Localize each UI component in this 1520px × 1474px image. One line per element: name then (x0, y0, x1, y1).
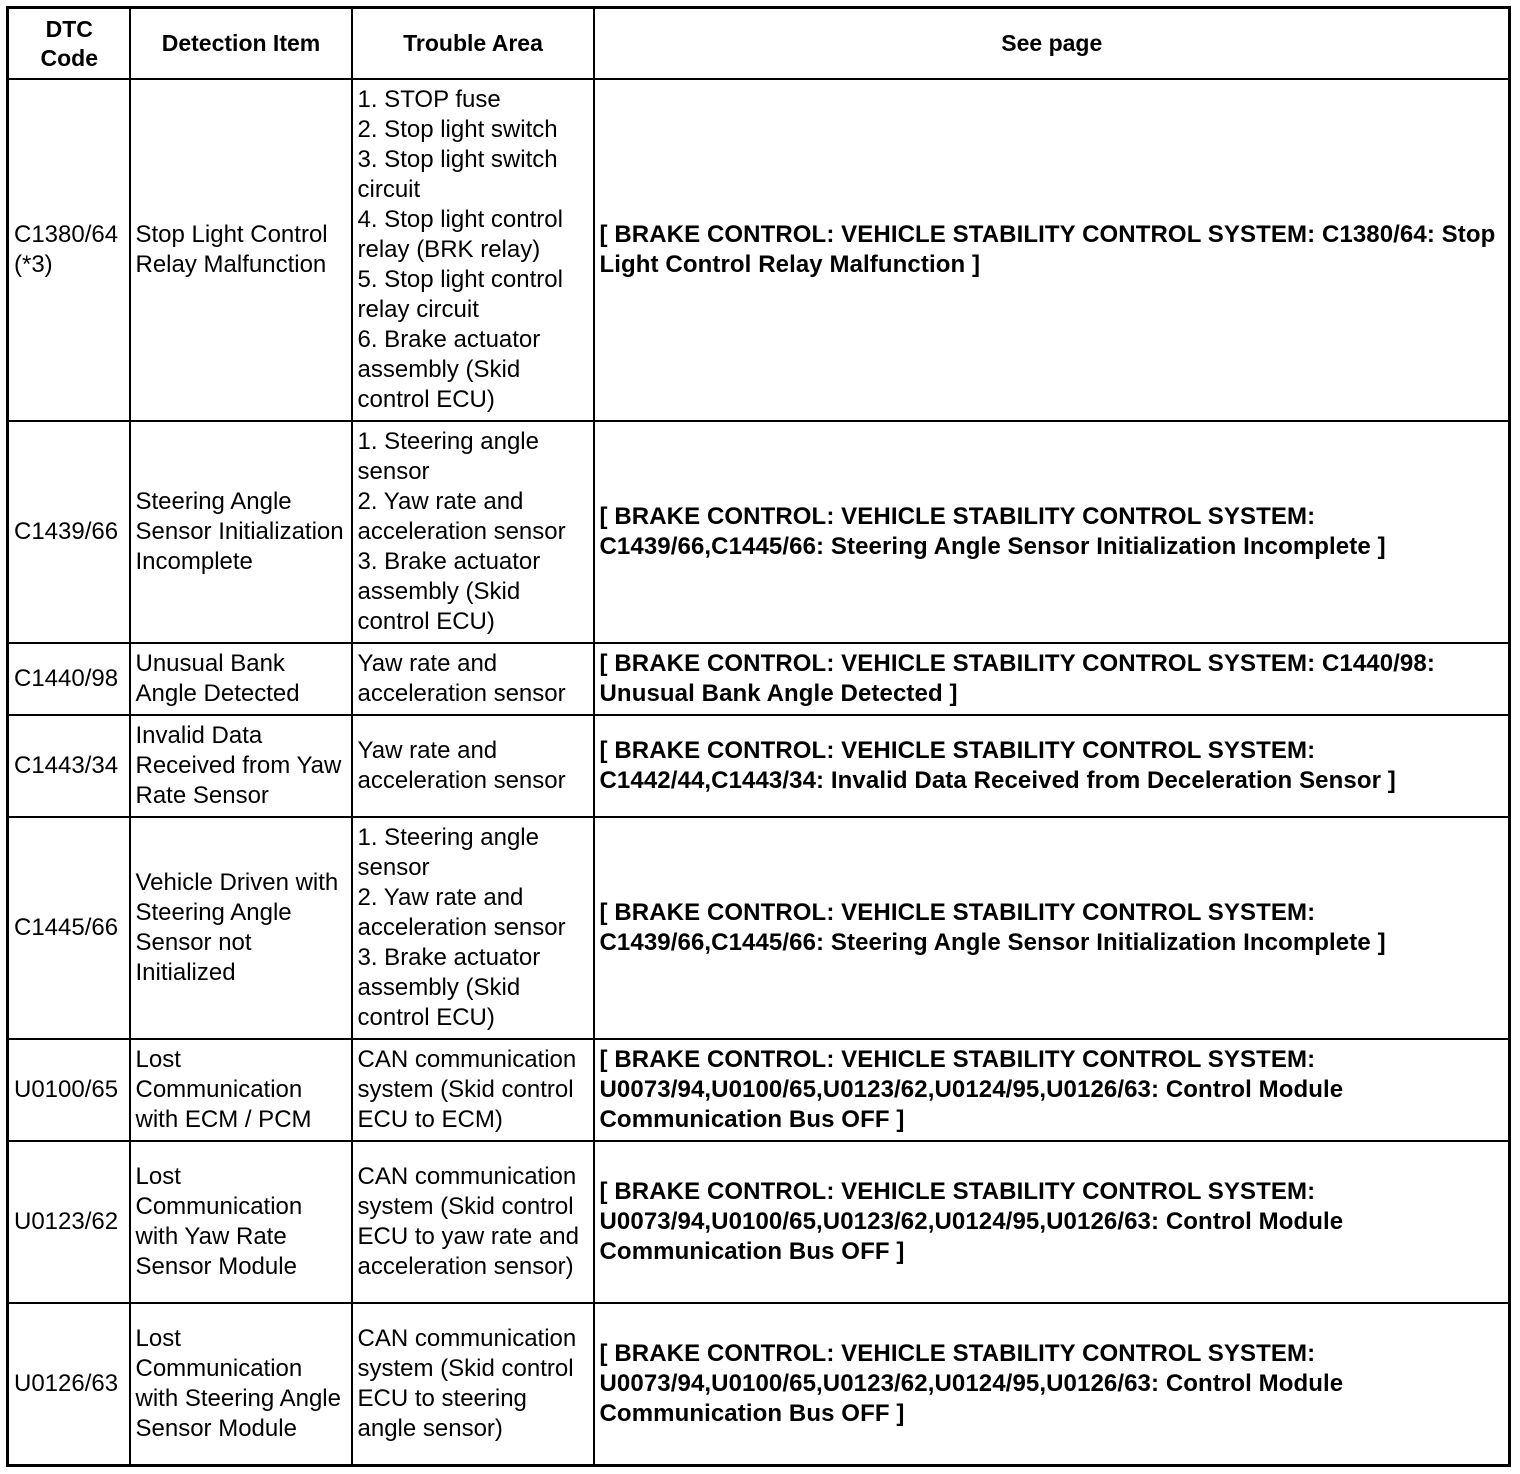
see-page-link[interactable]: [ BRAKE CONTROL: VEHICLE STABILITY CONTROL SYSTEM: C1439/66,C1445/66: Steering Angle Sensor Initialization Incomplete ] (594, 817, 1510, 1039)
see-page-link[interactable]: [ BRAKE CONTROL: VEHICLE STABILITY CONTROL SYSTEM: C1439/66,C1445/66: Steering Angle Sensor Initialization Incomplete ] (594, 421, 1510, 643)
dtc-code-cell: U0126/63 (8, 1303, 130, 1466)
detection-item-cell: Steering Angle Sensor Initialization Incomplete (130, 421, 352, 643)
trouble-area-cell (352, 421, 594, 643)
trouble-area-line: 1. Steering angle sensor (357, 428, 539, 485)
trouble-area-line: 3. Stop light switch circuit (357, 146, 558, 203)
dtc-table-container (6, 6, 1511, 1467)
trouble-area-line: Yaw rate and acceleration sensor (357, 650, 566, 707)
detection-item-cell: Invalid Data Received from Yaw Rate Sensor (130, 715, 352, 817)
dtc-code-cell: C1440/98 (8, 643, 130, 715)
header-trouble-area: Trouble Area (352, 8, 594, 80)
table-row (8, 421, 1510, 643)
table-row (8, 817, 1510, 1039)
trouble-area-line: 5. Stop light control relay circuit (357, 266, 563, 323)
table-row (8, 1141, 1510, 1303)
trouble-area-cell (352, 1039, 594, 1141)
table-row (8, 715, 1510, 817)
trouble-area-cell (352, 79, 594, 421)
trouble-area-line: 2. Stop light switch (357, 116, 558, 143)
detection-item-cell: Lost Communication with ECM / PCM (130, 1039, 352, 1141)
table-row (8, 643, 1510, 715)
detection-item-cell: Lost Communication with Yaw Rate Sensor Module (130, 1141, 352, 1303)
trouble-area-line: 1. STOP fuse (357, 86, 501, 113)
header-row (8, 8, 1510, 80)
header-see-page: See page (594, 8, 1510, 80)
see-page-link[interactable]: [ BRAKE CONTROL: VEHICLE STABILITY CONTROL SYSTEM: U0073/94,U0100/65,U0123/62,U0124/95,U0126/63: Control Module Communication Bus OFF ] (594, 1303, 1510, 1466)
trouble-area-line: Yaw rate and acceleration sensor (357, 737, 566, 794)
trouble-area-line: 3. Brake actuator assembly (Skid control ECU) (357, 944, 541, 1031)
trouble-area-cell (352, 1303, 594, 1466)
trouble-area-line: CAN communication system (Skid control ECU to yaw rate and acceleration sensor) (357, 1163, 579, 1280)
trouble-area-cell (352, 643, 594, 715)
detection-item-cell: Stop Light Control Relay Malfunction (130, 79, 352, 421)
dtc-table (6, 6, 1511, 1467)
trouble-area-line: 6. Brake actuator assembly (Skid control ECU) (357, 326, 541, 413)
dtc-code-cell: C1445/66 (8, 817, 130, 1039)
trouble-area-line: 2. Yaw rate and acceleration sensor (357, 488, 566, 545)
see-page-link[interactable]: [ BRAKE CONTROL: VEHICLE STABILITY CONTROL SYSTEM: U0073/94,U0100/65,U0123/62,U0124/95,U0126/63: Control Module Communication Bus OFF ] (594, 1039, 1510, 1141)
see-page-link[interactable]: [ BRAKE CONTROL: VEHICLE STABILITY CONTROL SYSTEM: C1440/98: Unusual Bank Angle Detected ] (594, 643, 1510, 715)
see-page-link[interactable]: [ BRAKE CONTROL: VEHICLE STABILITY CONTROL SYSTEM: C1442/44,C1443/34: Invalid Data Received from Deceleration Sensor ] (594, 715, 1510, 817)
header-dtc-code: DTC Code (8, 8, 130, 80)
header-detection-item: Detection Item (130, 8, 352, 80)
detection-item-cell: Vehicle Driven with Steering Angle Sensor not Initialized (130, 817, 352, 1039)
dtc-code-cell: C1443/34 (8, 715, 130, 817)
detection-item-cell: Lost Communication with Steering Angle Sensor Module (130, 1303, 352, 1466)
see-page-link[interactable]: [ BRAKE CONTROL: VEHICLE STABILITY CONTROL SYSTEM: U0073/94,U0100/65,U0123/62,U0124/95,U0126/63: Control Module Communication Bus OFF ] (594, 1141, 1510, 1303)
dtc-code-cell: C1439/66 (8, 421, 130, 643)
table-row (8, 1303, 1510, 1466)
trouble-area-cell (352, 1141, 594, 1303)
detection-item-cell: Unusual Bank Angle Detected (130, 643, 352, 715)
trouble-area-cell (352, 715, 594, 817)
dtc-code-cell: U0100/65 (8, 1039, 130, 1141)
dtc-code-cell: U0123/62 (8, 1141, 130, 1303)
trouble-area-line: CAN communication system (Skid control ECU to steering angle sensor) (357, 1325, 577, 1442)
trouble-area-cell (352, 817, 594, 1039)
trouble-area-line: 4. Stop light control relay (BRK relay) (357, 206, 563, 263)
trouble-area-line: 2. Yaw rate and acceleration sensor (357, 884, 566, 941)
table-row (8, 79, 1510, 421)
dtc-code-cell: C1380/64 (*3) (8, 79, 130, 421)
table-row (8, 1039, 1510, 1141)
trouble-area-line: 1. Steering angle sensor (357, 824, 539, 881)
trouble-area-line: CAN communication system (Skid control ECU to ECM) (357, 1046, 577, 1133)
trouble-area-line: 3. Brake actuator assembly (Skid control ECU) (357, 548, 541, 635)
see-page-link[interactable]: [ BRAKE CONTROL: VEHICLE STABILITY CONTROL SYSTEM: C1380/64: Stop Light Control Relay Malfunction ] (594, 79, 1510, 421)
